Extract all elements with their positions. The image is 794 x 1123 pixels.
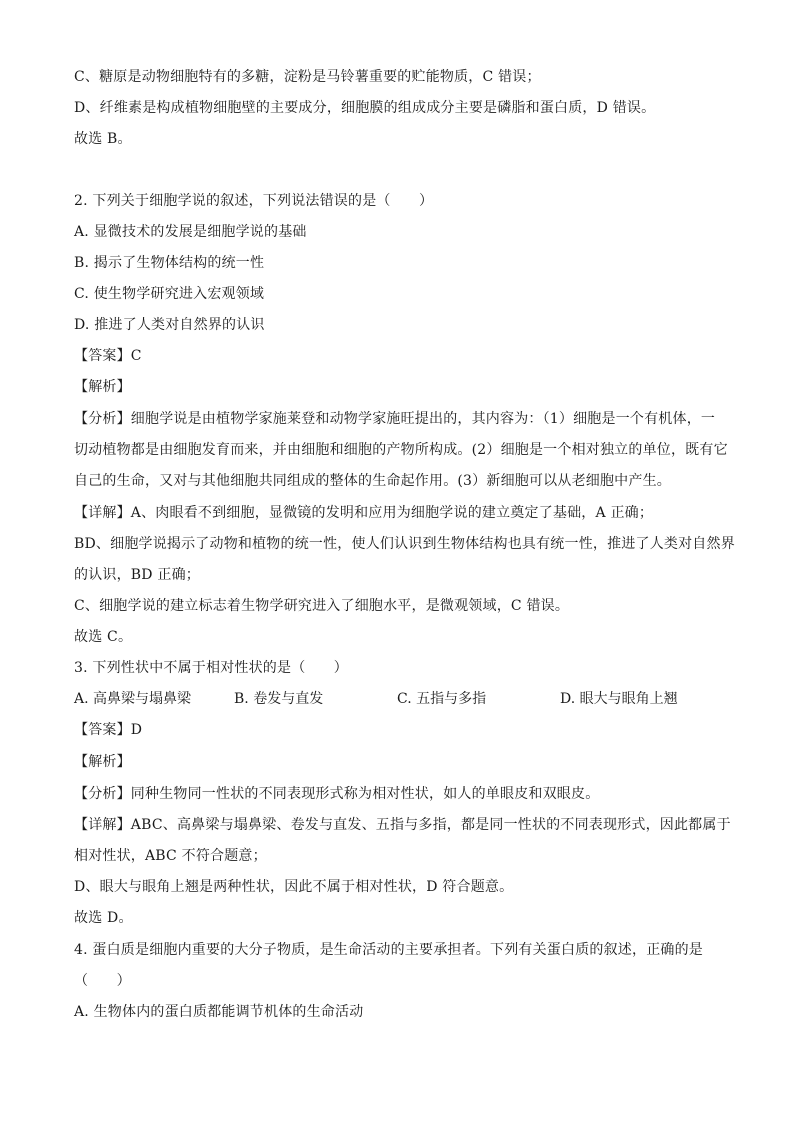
q3-detail-line-1: 【详解】ABC、高鼻梁与塌鼻梁、卷发与直发、五指与多指，都是同一性状的不同表现形式，因此都属于 xyxy=(74,817,731,833)
q2-answer: 【答案】C xyxy=(74,348,142,364)
q2-detail-line-1: 【详解】A、肉眼看不到细胞，显微镜的发明和应用为细胞学说的建立奠定了基础，A 正确； xyxy=(74,505,654,521)
q1-conclusion: 故选 B。 xyxy=(74,131,132,147)
q2-analysis-line-3: 自己的生命，又对与其他细胞共同组成的整体的生命起作用。(3）新细胞可以从老细胞中产生。 xyxy=(74,473,671,489)
q3-stem: 3. 下列性状中不属于相对性状的是（ ） xyxy=(74,660,349,676)
q3-option-d: D. 眼大与眼角上翘 xyxy=(560,691,678,707)
q3-analysis-line: 【分析】同种生物同一性状的不同表现形式称为相对性状，如人的单眼皮和双眼皮。 xyxy=(74,786,600,802)
q3-detail-line-3: D、眼大与眼角上翘是两种性状，因此不属于相对性状，D 符合题意。 xyxy=(74,879,514,895)
q3-option-a: A. 高鼻梁与塌鼻梁 xyxy=(74,691,192,707)
q3-option-b: B. 卷发与直发 xyxy=(234,691,324,707)
q2-analysis-line-2: 切动植物都是由细胞发育而来，并由细胞和细胞的产物所构成。(2）细胞是一个相对独立的单位，既有它 xyxy=(74,442,728,458)
q4-option-a: A. 生物体内的蛋白质都能调节机体的生命活动 xyxy=(74,1004,364,1020)
q2-detail-line-2: BD、细胞学说揭示了动物和植物的统一性，使人们认识到生物体结构也具有统一性，推进了人类对自然界 xyxy=(74,536,735,552)
q4-stem-line-1: 4. 蛋白质是细胞内重要的大分子物质，是生命活动的主要承担者。下列有关蛋白质的叙述，正确的是 xyxy=(74,942,704,958)
q3-analysis-label: 【解析】 xyxy=(74,754,131,770)
q2-option-c: C. 使生物学研究进入宏观领域 xyxy=(74,286,265,302)
q3-conclusion: 故选 D。 xyxy=(74,910,133,926)
q2-analysis-line-1: 【分析】细胞学说是由植物学家施莱登和动物学家施旺提出的，其内容为：（1）细胞是一个有机体，一 xyxy=(74,411,716,427)
q2-stem: 2. 下列关于细胞学说的叙述，下列说法错误的是（ ） xyxy=(74,193,434,209)
q1-option-c-explanation: C、糖原是动物细胞特有的多糖，淀粉是马铃薯重要的贮能物质，C 错误； xyxy=(74,69,541,85)
q2-detail-line-3: 的认识，BD 正确； xyxy=(74,567,200,583)
q2-analysis-label: 【解析】 xyxy=(74,379,131,395)
q2-option-b: B. 揭示了生物体结构的统一性 xyxy=(74,255,265,271)
q3-answer: 【答案】D xyxy=(74,722,143,738)
q2-detail-line-4: C、细胞学说的建立标志着生物学研究进入了细胞水平，是微观领域，C 错误。 xyxy=(74,598,570,614)
q2-option-d: D. 推进了人类对自然界的认识 xyxy=(74,317,265,333)
q1-option-d-explanation: D、纤维素是构成植物细胞壁的主要成分，细胞膜的组成成分主要是磷脂和蛋白质，D 错误。 xyxy=(74,100,656,116)
q3-option-c: C. 五指与多指 xyxy=(397,691,487,707)
q3-detail-line-2: 相对性状，ABC 不符合题意； xyxy=(74,848,267,864)
q4-stem-line-2: （ ） xyxy=(74,973,131,989)
q2-option-a: A. 显微技术的发展是细胞学说的基础 xyxy=(74,224,307,240)
q2-conclusion: 故选 C。 xyxy=(74,629,133,645)
